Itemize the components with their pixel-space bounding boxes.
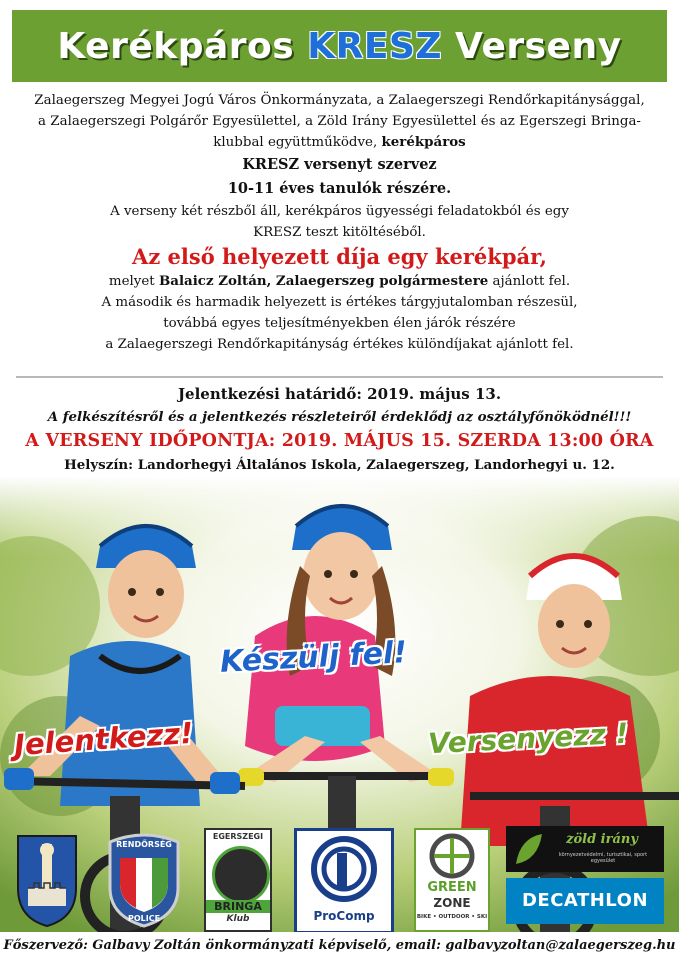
bringa-logo-script: Klub (226, 914, 250, 924)
bringa-logo-bottom: BRINGA (206, 900, 270, 913)
green-zone-bottom: ZONE (433, 896, 471, 910)
organizers-line-3-text: klubbal együttműködve, (213, 135, 378, 150)
footer-organizer: Főszervező: Galbavy Zoltán önkormányzati képviselő, email: galbavyzoltan@zalaegerszeg.hu (0, 932, 679, 960)
decathlon-text: DECATHLON (521, 890, 649, 911)
zold-irany-logo (506, 826, 664, 872)
organizers-line-2: a Zalaegerszegi Polgárőr Egyesülettel, a Zöld Irány Egyesülettel és az Egerszegi Bringa- (38, 114, 641, 129)
deadline: Jelentkezési határidő: 2019. május 13. (177, 385, 502, 403)
description-line-2: KRESZ teszt kitöltéséből. (253, 225, 426, 240)
procomp-logo (294, 828, 394, 934)
other-prizes-line-3: a Zalaegerszegi Rendőrkapitányság értékes különdíjakat ajánlott fel. (105, 337, 574, 352)
info-block (10, 382, 669, 476)
prize-line-pre: melyet (108, 274, 155, 289)
organizers-line-1: Zalaegerszeg Megyei Jogú Város Önkormányzata, a Zalaegerszegi Rendőrkapitánysággal, (34, 93, 645, 108)
slogan-compete: Versenyezz ! (427, 716, 630, 761)
venue: Helyszín: Landorhegyi Általános Iskola, Zalaegerszeg, Landorhegyi u. 12. (64, 457, 615, 473)
procomp-logo-text: ProComp (313, 909, 375, 923)
zold-irany-text: zöld irány (566, 832, 638, 847)
slogan-apply: Jelentkezz! (13, 715, 195, 763)
divider (16, 376, 663, 378)
slogan-prepare: Készülj fel! (219, 635, 408, 680)
description-line-1: A verseny két részből áll, kerékpáros ügyességi feladatokból és egy (110, 204, 569, 219)
police-logo-top: RENDŐRSÉG (116, 840, 172, 849)
green-zone-sub: BIKE • OUTDOOR • SKI (416, 914, 488, 920)
prize-headline: Az első helyezett díja egy kerékpár, (132, 244, 547, 269)
city-coat-of-arms-logo (14, 828, 80, 928)
zold-irany-sub: környezetvédelmi, turisztikai, sport egyesület (558, 852, 648, 864)
title-banner (12, 10, 667, 82)
other-prizes-line-1: A második és harmadik helyezett is értékes tárgyjutalomban részesül, (101, 295, 578, 310)
age-line: 10-11 éves tanulók részére. (227, 180, 452, 197)
kresz-line: KRESZ versenyt szervez (242, 156, 437, 173)
title-part-3: Verseny (455, 25, 622, 67)
green-zone-logo (414, 828, 490, 932)
green-zone-top: GREEN (427, 880, 477, 895)
preparation-note: A felkészítésről és a jelentkezés részleteiről érdeklődj az osztályfőnöködnél!!! (47, 409, 632, 425)
bringa-logo-top: EGERSZEGI (212, 832, 264, 841)
prize-line-bold: Balaicz Zoltán, Zalaegerszeg polgármestere (158, 273, 489, 289)
event-date: A VERSENY IDŐPONTJA: 2019. MÁJUS 15. SZERDA 13:00 ÓRA (25, 431, 654, 451)
police-logo-bottom: POLICE (127, 914, 161, 923)
bringa-wheel-icon (212, 846, 270, 904)
organizers-line-3 (10, 132, 669, 153)
prize-line (10, 271, 669, 292)
organizers-line-3-bold: kerékpáros (381, 134, 466, 150)
police-logo (104, 828, 184, 928)
title-kresz: KRESZ (307, 25, 442, 67)
poster-title (57, 26, 621, 67)
prize-line-post: ajánlott fel. (492, 274, 571, 289)
intro-block (10, 90, 669, 355)
leaf-icon (508, 826, 546, 872)
bringa-klub-logo (204, 828, 272, 932)
title-part-1: Kerékpáros (57, 25, 295, 67)
other-prizes-line-2: továbbá egyes teljesítményekben élen járók részére (163, 316, 516, 331)
decathlon-logo (506, 878, 664, 924)
